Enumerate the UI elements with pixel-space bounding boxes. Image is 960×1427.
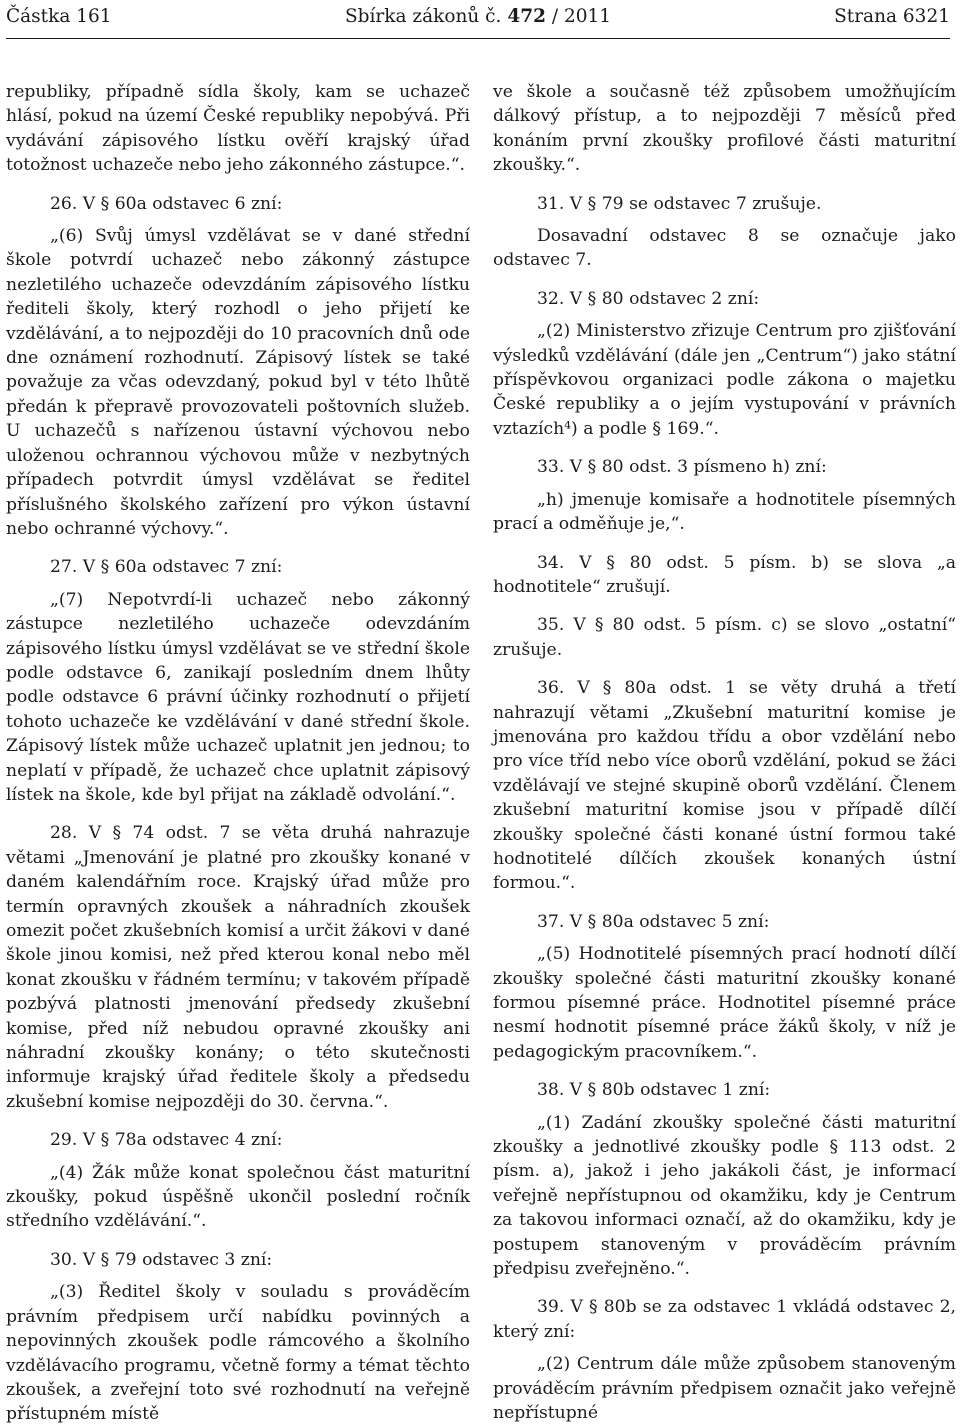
left-column <box>6 80 470 1427</box>
amendment-point: 36. V § 80a odst. 1 se věty druhá a třetí nahrazují větami „Zkušební maturitní komise je jmenována pro každou třídu a obor vzdělání nebo pro více tříd nebo více oborů vzdělání, pokud se žáci vzdělávají ve stejné skupině oborů vzdělání. Členem zkušební maturitní komise jsou v případě dílčí zkoušky společné části konané ústní formou také hodnotitelé dílčích zkoušek konaných ústní formou.“. <box>493 678 956 894</box>
page-number: Strana 6321 <box>834 6 950 27</box>
collection-title <box>6 4 950 30</box>
collection-year: / 2011 <box>551 6 612 27</box>
amendment-point: 35. V § 80 odst. 5 písm. c) se slovo „ostatní“ zrušuje. <box>493 615 956 660</box>
paragraph: Dosavadní odstavec 8 se označuje jako odstavec 7. <box>493 226 956 271</box>
paragraph: „(4) Žák může konat společnou část maturitní zkoušky, pokud úspěšně ukončil poslední ročník středního vzdělávání.“. <box>6 1162 470 1232</box>
paragraph: „(1) Zadání zkoušky společné části maturitní zkoušky a jednotlivé zkoušky podle § 113 odst. 2 písm. a), jakož i jeho jakákoli část, je informací veřejně nepřístupnou od okamžiku, kdy je Centrum za takovou informaci označí, až do okamžiku, kdy je postupem stanoveným v prováděcím právním předpisu zveřejněno.“. <box>493 1112 956 1280</box>
paragraph: „(2) Centrum dále může způsobem stanoveným prováděcím právním předpisem označit jako veřejně nepřístupné <box>493 1354 956 1424</box>
amendment-point: 29. V § 78a odstavec 4 zní: <box>50 1130 283 1151</box>
amendment-point: 31. V § 79 se odstavec 7 zrušuje. <box>537 193 822 214</box>
paragraph: ve škole a současně též způsobem umožňujícím dálkový přístup, a to nejpozději 7 měsíců před konáním první zkoušky profilové části maturitní zkoušky.“. <box>493 82 956 176</box>
amendment-point: 37. V § 80a odstavec 5 zní: <box>537 911 770 932</box>
paragraph: „(5) Hodnotitelé písemných prací hodnotí dílčí zkoušky společné části maturitní zkoušky konané formou písemné práce. Hodnotitel písemné práce nesmí hodnotit písemné práce žáků školy, v níž je pedagogickým pracovníkem.“. <box>493 944 956 1062</box>
amendment-point: 26. V § 60a odstavec 6 zní: <box>50 193 283 214</box>
amendment-point: 39. V § 80b se za odstavec 1 vkládá odstavec 2, který zní: <box>493 1297 956 1342</box>
paragraph: „h) jmenuje komisaře a hodnotitele písemných prací a odměňuje je,“. <box>493 489 956 535</box>
amendment-point: 27. V § 60a odstavec 7 zní: <box>50 557 283 578</box>
paragraph: „(7) Nepotvrdí-li uchazeč nebo zákonný zástupce nezletilého uchazeče odevzdáním zápisového lístku úmysl vzdělávat se ve střední škole podle odstavce 6, zanikají posledním dnem lhůty podle odstavce 6 právní účinky rozhodnutí o přijetí tohoto uchazeče ke vzdělávání v dané střední škole. Zápisový lístek může uchazeč uplatnit jen jednou; to neplatí v případě, že uchazeč chce uplatnit zápisový lístek na škole, kde byl přijat na základě odvolání.“. <box>6 589 470 805</box>
paragraph: republiky, případně sídla školy, kam se uchazeč hlásí, pokud na území České republiky nepobývá. Při vydávání zápisového lístku ověří krajský úřad totožnost uchazeče nebo jeho zákonného zástupce.“. <box>6 82 470 176</box>
amendment-point: 32. V § 80 odstavec 2 zní: <box>537 288 760 309</box>
amendment-point: 30. V § 79 odstavec 3 zní: <box>50 1249 273 1270</box>
header-divider <box>6 38 950 39</box>
issue-number: Částka 161 <box>6 6 112 27</box>
paragraph: „(6) Svůj úmysl vzdělávat se v dané střední škole potvrdí uchazeč nebo zákonný zástupce nezletilého uchazeče odevzdáním zápisového lístku řediteli školy, který rozhodl o jeho přijetí ke vzdělávání, a to nejpozději do 10 pracovních dnů ode dne oznámení rozhodnutí. Zápisový lístek se také považuje za včas odevzdaný, pokud byl v této lhůtě předán k přepravě provozovateli poštovních služeb. U uchazečů s nařízenou ústavní výchovou nebo uloženou ochrannou výchovou může v nezbytných případech potvrdit úmysl vzdělávat se ředitel příslušného školského zařízení pro výkon ústavní nebo ochranné výchovy.“. <box>6 226 470 539</box>
page-header <box>6 4 950 40</box>
right-column <box>493 80 956 1426</box>
amendment-point: 33. V § 80 odst. 3 písmeno h) zní: <box>537 457 827 478</box>
amendment-point: 38. V § 80b odstavec 1 zní: <box>537 1080 771 1101</box>
paragraph: „(3) Ředitel školy v souladu s prováděcím právním předpisem určí nabídku povinných a nepovinných zkoušek podle rámcového a školního vzdělávacího programu, včetně formy a témat těchto zkoušek, a zveřejní toto své rozhodnutí na veřejně přístupném místě <box>6 1282 470 1425</box>
amendment-point: 34. V § 80 odst. 5 písm. b) se slova „a hodnotitele“ zrušují. <box>493 552 956 597</box>
collection-prefix: Sbírka zákonů č. <box>344 6 502 27</box>
amendment-point: 28. V § 74 odst. 7 se věta druhá nahrazuje větami „Jmenování je platné pro zkoušky konané v daném kalendářním roce. Krajský úřad může pro termín opravných zkoušek a náhradních zkoušek omezit počet zkušebních komisí a určit žákovi v dané škole jinou komisi, než před kterou konal nebo měl konat zkoušku v řádném termínu; v takovém případě pozbývá platnosti jmenování předsedy zkušební komise, před níž nebudou opravné zkoušky ani náhradní zkoušky konány; o této skutečnosti informuje krajský úřad ředitele školy a předsedu zkušební komise nejpozději do 30. června.“. <box>6 823 470 1112</box>
paragraph: „(2) Ministerstvo zřizuje Centrum pro zjišťování výsledků vzdělávání (dále jen „Centrum“) jako státní příspěvkovou organizaci podle zákona o majetku České republiky a o jejím vystupování v právních vztazích⁴) a podle § 169.“. <box>493 321 956 439</box>
law-number: 472 <box>507 6 546 27</box>
